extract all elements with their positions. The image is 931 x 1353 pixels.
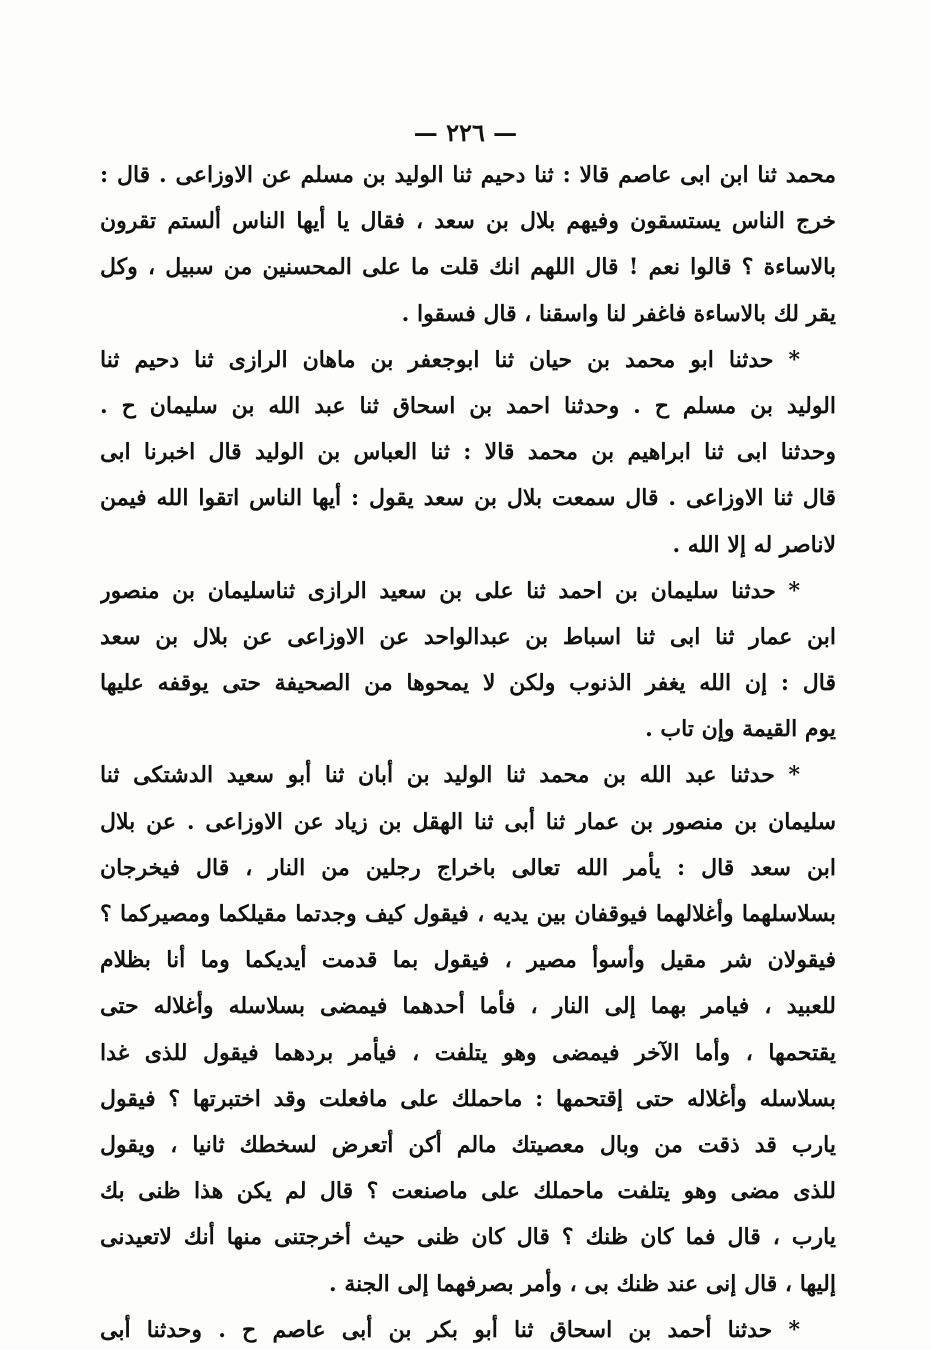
text-line: يارب ، قال فما كان ظنك ؟ قال كان ظنى حيث أخرجتنى منها أنك لاتعيدنى [100, 1224, 836, 1251]
page-number: — ٢٢٦ — [413, 118, 518, 147]
text-line: خرج الناس يستسقون وفيهم بلال بن سعد ، فقال يا أيها الناس ألستم تقرون [100, 208, 836, 235]
text-line: وحدثنا ابى ثنا ابراهيم بن محمد قالا : ثنا العباس بن الوليد قال اخبرنا ابى [100, 439, 836, 466]
text-line: * حدثنا ابو محمد بن حيان ثنا ابوجعفر بن ماهان الرازى ثنا دحيم ثنا [100, 346, 800, 373]
text-line: يارب قد ذقت من وبال معصيتك مالم أكن أتعرض لسخطك ثانيا ، ويقول [100, 1131, 836, 1158]
text-line: ابن عمار ثنا ابى ثنا اسباط بن عبدالواحد عن الاوزاعى عن بلال بن سعد [100, 623, 836, 650]
text-line: بسلاسلهما وأغلالهما فيوقفان بين يديه ، فيقول كيف وجدتما مقيلكما ومصيركما ؟ [100, 901, 836, 927]
text-line: للذى مضى وهو يتلفت ماحملك على ماصنعت ؟ قال لم يكن هذا ظنى بك [100, 1178, 836, 1205]
text-line: يقر لك بالاساءة فاغفر لنا واسقنا ، قال فسقوا . [401, 300, 836, 327]
text-line: الوليد بن مسلم ح . وحدثنا احمد بن اسحاق ثنا عبد الله بن سليمان ح . [100, 392, 836, 419]
text-line: * حدثنا أحمد بن اسحاق ثنا أبو بكر بن أبى عاصم ح . وحدثنا أبى [100, 1316, 800, 1343]
text-line: بالاساءة ؟ قالوا نعم ! قال اللهم انك قلت ما على المحسنين من سبيل ، وكل [100, 254, 836, 281]
text-line: بسلاسله وأغلاله حتى إقتحمها : ماحملك على مافعلت وقد اختبرتها ؟ فيقول [100, 1085, 836, 1112]
text-line: يوم القيمة وإن تاب . [645, 716, 836, 743]
text-line: ابن سعد قال : يأمر الله تعالى باخراج رجلين من النار ، قال فيخرجان [100, 854, 836, 881]
text-line: * حدثنا عبد الله بن محمد ثنا الوليد بن أبان ثنا أبو سعيد الدشتكى ثنا [100, 762, 800, 789]
text-line: * حدثنا سليمان بن احمد ثنا على بن سعيد الرازى ثناسليمان بن منصور [100, 577, 800, 604]
text-line: محمد ثنا ابن ابى عاصم قالا : ثنا دحيم ثنا الوليد بن مسلم عن الاوزاعى . قال : [100, 162, 836, 188]
text-line: للعبيد ، فيامر بهما إلى النار ، فأما أحدهما فيمضى بسلاسله وأغلاله حتى [100, 993, 836, 1020]
text-line: لاناصر له إلا الله . [672, 531, 836, 558]
text-line: سليمان بن منصور بن عمار ثنا أبى ثنا الهقل بن زياد عن الاوزاعى . عن بلال [100, 808, 836, 835]
text-line: قال : إن الله يغفر الذنوب ولكن لا يمحوها من الصحيفة حتى يوقفه عليها [100, 670, 836, 697]
text-line: يقتحمها ، وأما الآخر فيمضى وهو يتلفت ، فيأمر بردهما فيقول للذى غدا [100, 1039, 836, 1066]
text-line: قال ثنا الاوزاعى . قال سمعت بلال بن سعد يقول : أيها الناس اتقوا الله فيمن [100, 485, 836, 512]
arabic-text-body [100, 152, 836, 1353]
text-line: فيقولان شر مقيل وأسوأ مصير ، فيقول بما قدمت أيديكما وما أنا بظلام [100, 947, 836, 974]
text-line: إليها ، قال إنى عند ظنك بى ، وأمر بصرفهما إلى الجنة . [329, 1270, 836, 1297]
